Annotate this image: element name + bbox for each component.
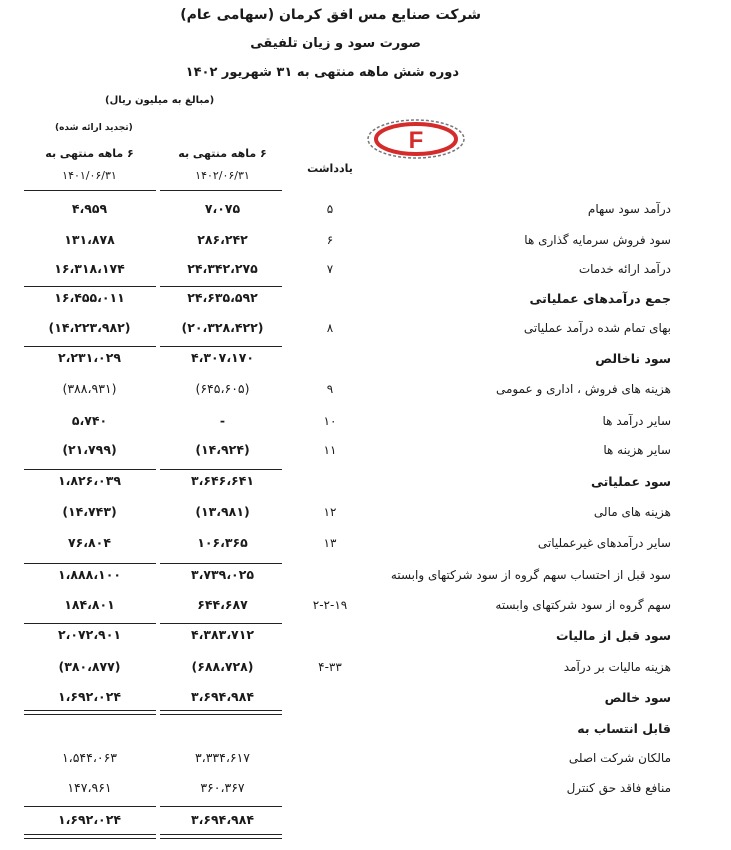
row-note: ۷	[326, 262, 334, 276]
row-previous-value: ۱۳۱،۸۷۸	[64, 232, 115, 247]
row-note: ۱۱	[323, 443, 337, 457]
row-label: جمع درآمدهای عملیاتی	[529, 291, 671, 306]
row-note: ۸	[326, 321, 334, 335]
row-current-value: ۲۸۶،۲۴۲	[197, 232, 248, 247]
row-label: سود قبل از احتساب سهم گروه از سود شرکتهای وابسته	[390, 568, 671, 582]
note-column-header: یادداشت	[307, 162, 353, 175]
double-rule	[160, 710, 282, 715]
row-label: سود قبل از مالیات	[555, 628, 671, 643]
total-rule	[24, 190, 156, 191]
table-row	[0, 622, 731, 652]
row-current-value: (۱۳،۹۸۱)	[195, 504, 250, 519]
table-row	[0, 256, 731, 286]
row-label: هزینه های فروش ، اداری و عمومی	[495, 382, 671, 396]
total-rule	[24, 623, 156, 624]
total-rule	[160, 623, 282, 624]
row-previous-value: ۱۸۴،۸۰۱	[64, 597, 115, 612]
table-row	[0, 775, 731, 805]
row-previous-value: ۱،۶۹۲،۰۲۴	[58, 689, 121, 704]
row-current-value: ۲۴،۶۳۵،۵۹۲	[187, 290, 258, 305]
row-label: منافع فاقد حق کنترل	[566, 781, 671, 795]
row-current-value: ۳،۶۴۶،۶۴۱	[191, 473, 254, 488]
double-rule	[24, 710, 156, 715]
row-current-value: ۳،۶۹۴،۹۸۴	[191, 812, 254, 827]
table-row	[0, 562, 731, 592]
row-previous-value: (۱۴،۲۲۳،۹۸۲)	[48, 320, 131, 335]
row-previous-value: ۱۶،۴۵۵،۰۱۱	[54, 290, 125, 305]
total-rule	[24, 469, 156, 470]
row-previous-value: (۳۸۰،۸۷۷)	[58, 659, 121, 674]
row-current-value: ۳،۷۳۹،۰۲۵	[191, 567, 254, 582]
row-label: سود عملیاتی	[590, 474, 671, 489]
row-previous-value: ۱،۸۲۶،۰۳۹	[58, 473, 121, 488]
row-current-value: ۳۶۰،۳۶۷	[200, 780, 245, 795]
table-row	[0, 745, 731, 775]
row-previous-value: ۵،۷۴۰	[71, 413, 108, 428]
total-rule	[24, 346, 156, 347]
table-row	[0, 315, 731, 345]
row-note: ۶	[326, 233, 334, 247]
row-label: سایر هزینه ها	[603, 443, 671, 457]
row-current-value: ۲۴،۳۴۲،۲۷۵	[187, 261, 258, 276]
company-logo	[366, 118, 466, 160]
row-current-value: (۱۴،۹۲۴)	[195, 442, 250, 457]
table-row	[0, 227, 731, 257]
row-previous-value: ۲،۲۳۱،۰۲۹	[58, 350, 121, 365]
double-rule	[24, 834, 156, 839]
prev-period-date: ۱۴۰۱/۰۶/۳۱	[62, 169, 117, 182]
row-label: سایر درآمدهای غیرعملیاتی	[537, 536, 671, 550]
row-previous-value: ۷۶،۸۰۴	[68, 535, 111, 550]
row-current-value: ۷،۰۷۵	[204, 201, 241, 216]
total-rule	[160, 563, 282, 564]
row-previous-value: ۱،۸۸۸،۱۰۰	[58, 567, 121, 582]
row-current-value: ۱۰۶،۳۶۵	[197, 535, 248, 550]
row-note: ۱۰	[323, 414, 337, 428]
row-current-value: (۶۸۸،۷۲۸)	[191, 659, 254, 674]
row-label: سود فروش سرمایه گذاری ها	[524, 233, 671, 247]
total-rule	[160, 806, 282, 807]
row-previous-value: ۴،۹۵۹	[71, 201, 108, 216]
row-current-value: ۴،۳۸۳،۷۱۲	[191, 627, 254, 642]
table-row	[0, 285, 731, 315]
row-note: ۵	[326, 202, 334, 216]
total-rule	[24, 806, 156, 807]
row-note: ۱۳	[323, 536, 337, 550]
total-rule	[24, 563, 156, 564]
restated-note: (تجدید ارائه شده)	[55, 123, 133, 133]
row-current-value: ۳،۳۳۴،۶۱۷	[194, 750, 251, 765]
cur-period-title: ۶ ماهه منتهی به	[178, 147, 267, 160]
row-label: سایر درآمد ها	[602, 414, 671, 428]
cur-period-date: ۱۴۰۲/۰۶/۳۱	[195, 169, 250, 182]
table-row	[0, 592, 731, 622]
period-title: دوره شش ماهه منتهی به ۳۱ شهریور ۱۴۰۲	[185, 65, 459, 80]
double-rule	[160, 834, 282, 839]
row-previous-value: ۲،۰۷۲،۹۰۱	[58, 627, 121, 642]
row-current-value: (۶۴۵،۶۰۵)	[195, 381, 250, 396]
row-current-value: ۶۴۴،۶۸۷	[197, 597, 248, 612]
row-note: ۲-۲-۱۹	[312, 598, 348, 612]
row-label: هزینه های مالی	[593, 505, 671, 519]
row-current-value: ۴،۳۰۷،۱۷۰	[191, 350, 254, 365]
total-rule	[160, 286, 282, 287]
row-label: مالکان شرکت اصلی	[568, 751, 671, 765]
row-label: سود خالص	[604, 690, 671, 705]
statement-title: صورت سود و زیان تلفیقی	[250, 36, 421, 51]
row-note: ۴-۳۳	[318, 660, 342, 674]
table-row	[0, 530, 731, 560]
table-row	[0, 408, 731, 438]
row-label: قابل انتساب به	[577, 721, 671, 736]
row-previous-value: (۳۸۸،۹۳۱)	[62, 381, 117, 396]
row-previous-value: (۲۱،۷۹۹)	[62, 442, 117, 457]
row-previous-value: (۱۴،۷۴۳)	[62, 504, 117, 519]
row-label: هزینه مالیات بر درآمد	[563, 660, 671, 674]
table-row	[0, 437, 731, 467]
total-rule	[160, 190, 282, 191]
row-note: ۱۲	[323, 505, 337, 519]
total-rule	[160, 469, 282, 470]
row-note: ۹	[326, 382, 334, 396]
row-current-value: ۳،۶۹۴،۹۸۴	[191, 689, 254, 704]
row-label: سهم گروه از سود شرکتهای وابسته	[495, 598, 671, 612]
row-current-value: -	[219, 413, 226, 428]
table-row	[0, 345, 731, 375]
table-row	[0, 196, 731, 226]
company-name: شرکت صنایع مس افق کرمان (سهامی عام)	[180, 7, 481, 23]
prev-period-header	[22, 147, 157, 182]
cur-period-header	[160, 147, 285, 182]
row-previous-value: ۱،۵۴۴،۰۶۳	[61, 750, 118, 765]
table-row	[0, 715, 731, 745]
total-rule	[160, 346, 282, 347]
row-current-value: (۲۰،۳۲۸،۴۲۲)	[181, 320, 264, 335]
row-label: سود ناخالص	[595, 351, 671, 366]
table-row	[0, 807, 731, 837]
row-previous-value: ۱۶،۳۱۸،۱۷۴	[54, 261, 125, 276]
row-previous-value: ۱،۶۹۲،۰۲۴	[58, 812, 121, 827]
row-label: بهای تمام شده درآمد عملیاتی	[523, 321, 671, 335]
row-label: درآمد ارائه خدمات	[578, 262, 671, 276]
logo-letter: F	[408, 127, 424, 154]
table-row	[0, 499, 731, 529]
unit-note: (مبالغ به میلیون ریال)	[105, 95, 215, 106]
row-previous-value: ۱۴۷،۹۶۱	[67, 780, 112, 795]
table-row	[0, 654, 731, 684]
table-row	[0, 468, 731, 498]
prev-period-title: ۶ ماهه منتهی به	[45, 147, 134, 160]
row-label: درآمد سود سهام	[587, 202, 671, 216]
total-rule	[24, 286, 156, 287]
table-row	[0, 376, 731, 406]
